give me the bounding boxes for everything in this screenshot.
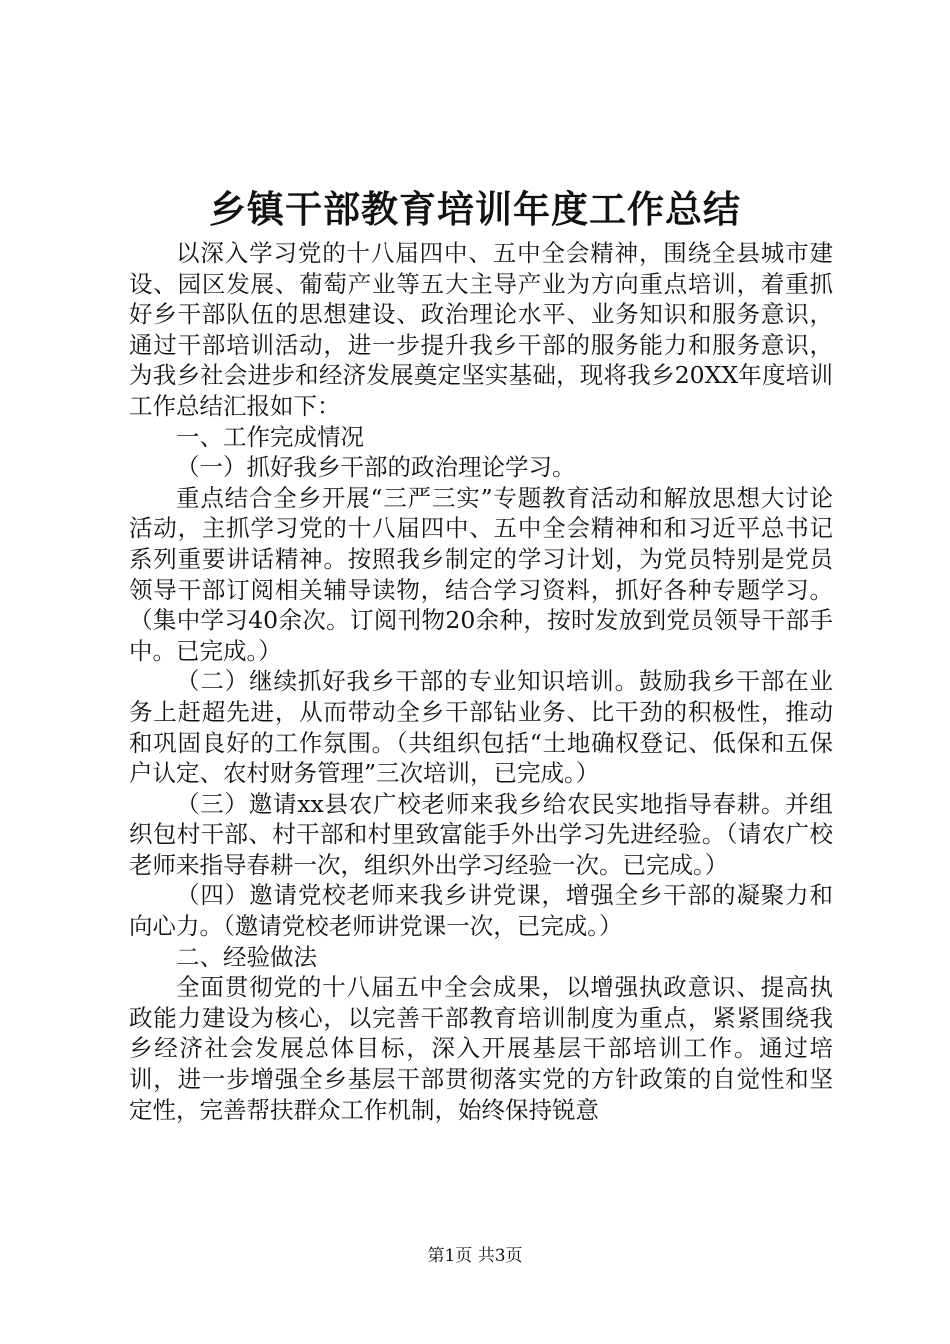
document-body [129, 238, 833, 1125]
subsection-paragraph-3: （三）邀请xx县农广校老师来我乡给农民实地指导春耕。并组织包村干部、村干部和村里致富能手外出学习先进经验。（请农广校老师来指导春耕一次，组织外出学习经验一次。已完成。） [129, 789, 833, 879]
body-paragraph: 全面贯彻党的十八届五中全会成果，以增强执政意识、提高执政能力建设为核心，以完善干部教育培训制度为重点，紧紧围绕我乡经济社会发展总体目标，深入开展基层干部培训工作。通过培训，进一步增强全乡基层干部贯彻落实党的方针政策的自觉性和坚定性，完善帮扶群众工作机制，始终保持锐意 [129, 973, 833, 1124]
document-title: 乡镇干部教育培训年度工作总结 [209, 187, 741, 231]
subsection-paragraph-2: （二）继续抓好我乡干部的专业知识培训。鼓励我乡干部在业务上赶超先进，从而带动全乡干部钻业务、比干劲的积极性，推动和巩固良好的工作氛围。（共组织包括“土地确权登记、低保和五保户认定、农村财务管理”三次培训，已完成。） [129, 667, 833, 788]
section-heading-experience: 二、经验做法 [176, 942, 317, 971]
section-heading-work-status: 一、工作完成情况 [176, 422, 364, 451]
subsection-paragraph-4: （四）邀请党校老师来我乡讲党课，增强全乡干部的凝聚力和向心力。（邀请党校老师讲党课一次，已完成。） [129, 881, 833, 941]
intro-paragraph: 以深入学习党的十八届四中、五中全会精神，围绕全县城市建设、园区发展、葡萄产业等五大主导产业为方向重点培训，着重抓好乡干部队伍的思想建设、政治理论水平、业务知识和服务意识，通过干部培训活动，进一步提升我乡干部的服务能力和服务意识，为我乡社会进步和经济发展奠定坚实基础，现将我乡20XX年度培训工作总结汇报如下： [129, 239, 833, 420]
page-footer: 第1页 共3页 [427, 1246, 523, 1266]
body-paragraph: 重点结合全乡开展“三严三实”专题教育活动和解放思想大讨论活动，主抓学习党的十八届四中、五中全会精神和和习近平总书记系列重要讲话精神。按照我乡制定的学习计划，为党员特别是党员领导干部订阅相关辅导读物，结合学习资料，抓好各种专题学习。（集中学习40余次。订阅刊物20余种，按时发放到党员领导干部手中。已完成。） [129, 483, 833, 665]
subsection-heading-1: （一）抓好我乡干部的政治理论学习。 [176, 453, 576, 482]
